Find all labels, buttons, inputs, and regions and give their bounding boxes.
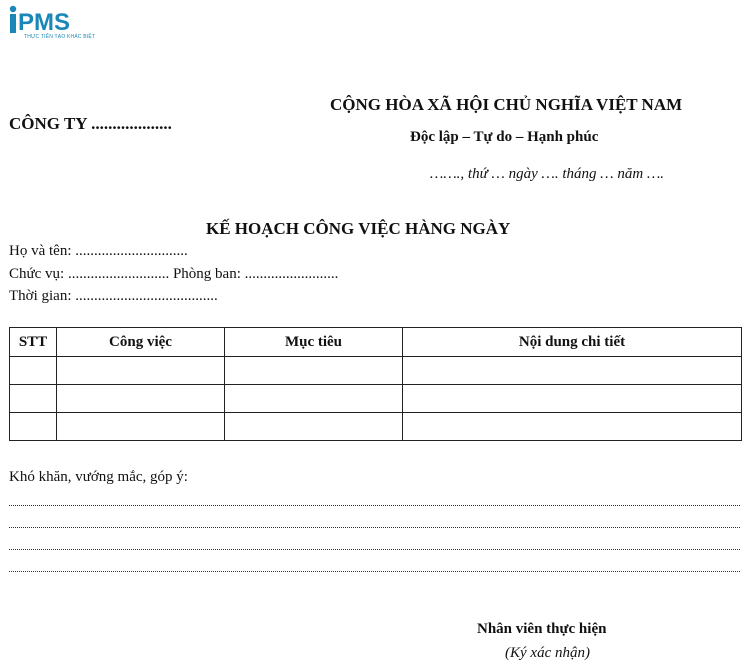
table-row (10, 357, 742, 385)
national-motto: Độc lập – Tự do – Hạnh phúc (410, 129, 599, 145)
signer-title: Nhân viên thực hiện (477, 621, 607, 637)
table-cell[interactable] (403, 385, 742, 413)
table-cell[interactable] (57, 385, 225, 413)
field-time: Thời gian: ...................................... (9, 288, 218, 304)
table-cell[interactable] (10, 413, 57, 441)
table-cell[interactable] (225, 413, 403, 441)
table-cell[interactable] (225, 385, 403, 413)
document-title: KẾ HOẠCH CÔNG VIỆC HÀNG NGÀY (206, 219, 511, 238)
work-plan-table (9, 327, 742, 441)
issues-dotted-line[interactable] (9, 571, 740, 572)
header-details: Nội dung chi tiết (403, 328, 742, 357)
company-name: CÔNG TY ................... (9, 114, 172, 133)
table-cell[interactable] (57, 413, 225, 441)
table-cell[interactable] (225, 357, 403, 385)
company-logo (6, 5, 106, 47)
table-cell[interactable] (10, 385, 57, 413)
table-cell[interactable] (403, 413, 742, 441)
table-row (10, 385, 742, 413)
date-line: ……., thứ … ngày …. tháng … năm …. (430, 166, 665, 182)
field-position-department: Chức vụ: ........................... Phòng ban: ......................... (9, 266, 339, 282)
issues-dotted-line[interactable] (9, 527, 740, 528)
table-header-row (10, 328, 742, 357)
header-goal: Mục tiêu (225, 328, 403, 357)
national-title: CỘNG HÒA XÃ HỘI CHỦ NGHĨA VIỆT NAM (330, 95, 683, 114)
svg-text:PMS: PMS (18, 9, 71, 35)
ipms-logo-icon (6, 5, 106, 35)
table-cell[interactable] (10, 357, 57, 385)
issues-dotted-line[interactable] (9, 549, 740, 550)
field-name: Họ và tên: .............................. (9, 243, 188, 259)
table-cell[interactable] (403, 357, 742, 385)
logo-tagline: THỰC TIỄN TẠO KHÁC BIỆT (24, 34, 96, 40)
table-row (10, 413, 742, 441)
header-stt: STT (10, 328, 57, 357)
issues-dotted-line[interactable] (9, 505, 740, 506)
table-cell[interactable] (57, 357, 225, 385)
header-task: Công việc (57, 328, 225, 357)
signer-note: (Ký xác nhận) (505, 645, 590, 661)
issues-label: Khó khăn, vướng mắc, góp ý: (9, 469, 188, 485)
